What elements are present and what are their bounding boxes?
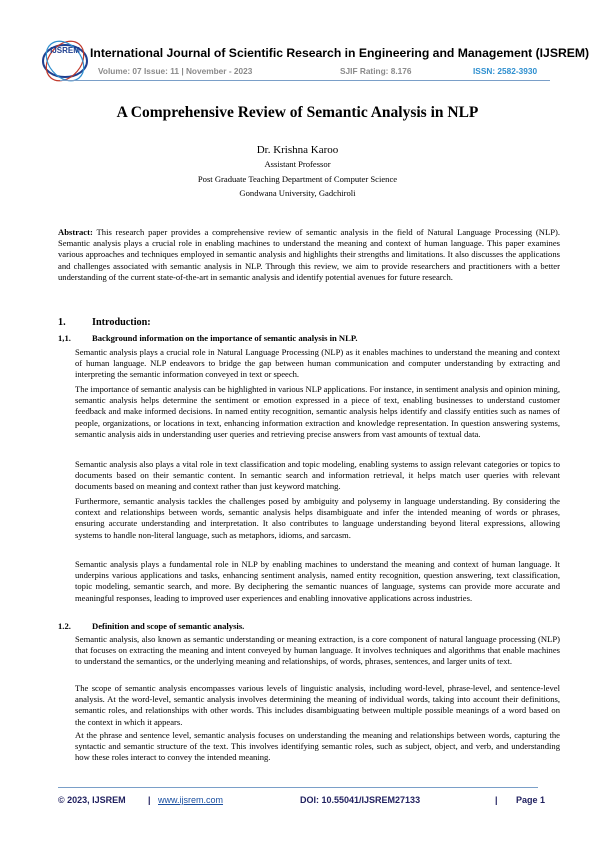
subsection-title: Background information on the importance of semantic analysis in NLP. xyxy=(92,333,358,343)
author-name: Dr. Krishna Karoo xyxy=(256,144,339,156)
paragraph: Semantic analysis plays a fundamental role in NLP by enabling machines to understand the meaning and context of human language. It underpins various applications and tasks, enhancing sentiment analysis, named entity recognition, question answering, text classification, topic modeling, semantic search, and more. By deciphering the semantic nuances of language, systems can provide more accurate and meaningful responses, leading to improved user experiences and enabling innovative applications across industries. xyxy=(75,559,560,603)
footer-separator: | xyxy=(148,795,151,805)
footer-copyright: © 2023, IJSREM xyxy=(58,795,126,805)
page-number: Page 1 xyxy=(516,795,546,805)
paragraph: The scope of semantic analysis encompasses various levels of linguistic analysis, including word-level, phrase-level, and sentence-level analysis. At the word-level, semantic analysis involves determining the meaning of individual words, taking into account their definitions, semantic roles, and relationships with other words. This includes disambiguating between multiple possible meanings of a word based on the context in which it appears. xyxy=(75,683,560,727)
paper-title: A Comprehensive Review of Semantic Analysis in NLP xyxy=(116,104,479,121)
header-divider xyxy=(60,80,550,81)
abstract xyxy=(58,227,560,283)
subsection-number: 1.2. xyxy=(58,621,71,631)
paragraph: Semantic analysis, also known as semantic understanding or meaning extraction, is a core component of natural language processing (NLP) that focuses on extracting the meaning and intent conveyed by human language. It involves techniques and algorithms that enable machines to understand the semantics, or the underlying meaning and relationships, of words, phrases, sentences, and larger units of text. xyxy=(75,634,560,667)
journal-title: International Journal of Scientific Research in Engineering and Management (IJSREM) xyxy=(90,46,590,60)
section-title: Introduction: xyxy=(92,317,151,328)
paragraph: Furthermore, semantic analysis tackles the challenges posed by ambiguity and polysemy in language understanding. By considering the context and relationships between words, semantic analysis helps disambiguate and infer the intended meaning of words or phrases, ensuring accurate understanding and interpretation. It also contributes to language understanding beyond literal expressions, allowing systems to handle non-literal language, such as metaphors, idioms, and sarcasm. xyxy=(75,496,560,540)
footer-separator: | xyxy=(495,795,498,805)
paragraph: The importance of semantic analysis can be highlighted in various NLP applications. For instance, in sentiment analysis and opinion mining, semantic analysis helps determine the sentiment or emotion expressed in a piece of text, enabling businesses to understand customer feedback and make informed decisions. In named entity recognition, semantic analysis helps identify and classify entities such as names of people, organizations, or locations in text, enhancing information extraction and knowledge representation. In question answering systems, semantic analysis aids in understanding user queries and retrieving precise answers from vast amounts of textual data. xyxy=(75,384,560,439)
author-role: Assistant Professor xyxy=(264,159,331,169)
sjif-rating: SJIF Rating: 8.176 xyxy=(340,66,412,76)
footer-divider xyxy=(58,787,538,788)
footer-doi: DOI: 10.55041/IJSREM27133 xyxy=(300,795,421,805)
volume-issue: Volume: 07 Issue: 11 | November - 2023 xyxy=(98,66,253,76)
logo-text: IJSREM xyxy=(50,46,80,55)
subsection-title: Definition and scope of semantic analysis. xyxy=(92,621,245,631)
journal-logo xyxy=(40,36,90,86)
subsection-number: 1,1. xyxy=(58,333,71,343)
issn: ISSN: 2582-3930 xyxy=(473,66,538,76)
paragraph: At the phrase and sentence level, semantic analysis focuses on understanding the meaning and relationships between words, capturing the syntactic and semantic structure of the text. This involves identifying semantic roles, such as subject, object, and verb, and understanding how these roles interact to convey the intended meaning. xyxy=(75,730,560,763)
author-university: Gondwana University, Gadchiroli xyxy=(239,188,356,198)
abstract-label: Abstract: xyxy=(58,227,93,237)
paragraph: Semantic analysis also plays a vital role in text classification and topic modeling, enabling systems to assign relevant categories or topics to documents based on their semantic content. In semantic search and information retrieval, it helps match user queries with relevant documents based on meaning and context rather than just keyword matching. xyxy=(75,459,560,492)
author-department: Post Graduate Teaching Department of Computer Science xyxy=(197,174,398,184)
abstract-text: This research paper provides a comprehensive review of semantic analysis in the field of Natural Language Processing (NLP). Semantic analysis plays a crucial role in enabling machines to understand the meaning and context of human language. This paper examines various approaches and techniques employed in semantic analysis and highlights their strengths and limitations. It also discusses the applications and challenges associated with semantic analysis in NLP. Through this review, we aim to provide researchers and practitioners with a better understanding of the current state-of-the-art in semantic analysis and identify potential avenues for future research. xyxy=(58,227,560,282)
website-link[interactable]: www.ijsrem.com xyxy=(158,795,224,805)
paragraph: Semantic analysis plays a crucial role in Natural Language Processing (NLP) as it enables machines to understand the meaning and context of human language. NLP endeavors to bridge the gap between human communication and computer understanding by extracting and interpreting the semantic information conveyed in text or speech. xyxy=(75,347,560,380)
section-number: 1. xyxy=(58,317,66,328)
